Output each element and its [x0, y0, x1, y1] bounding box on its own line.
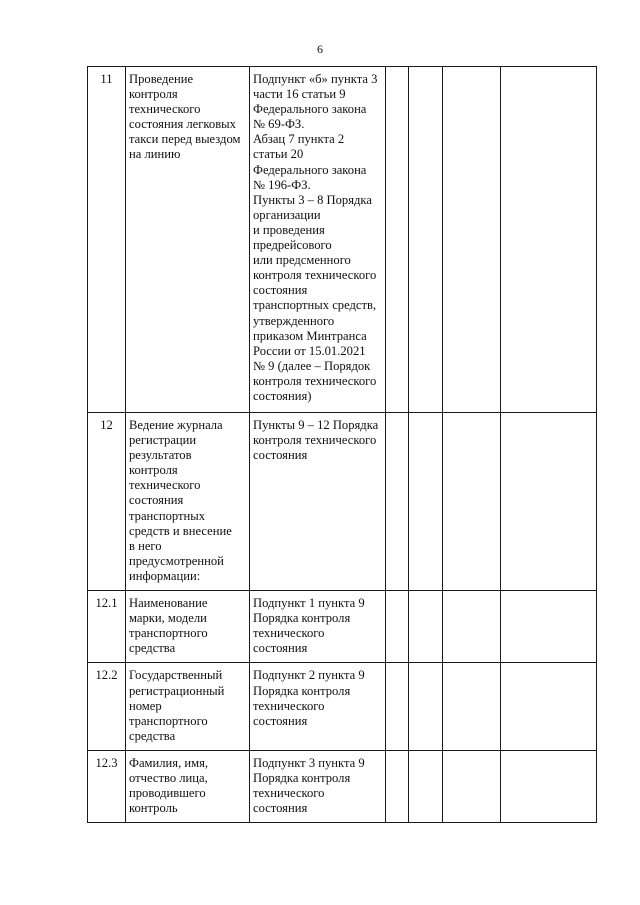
- answer-no-cell: [409, 663, 443, 750]
- legal-reference-cell: Подпункт «б» пункта 3 части 16 статьи 9 Федерального закона № 69-ФЗ. Абзац 7 пункта 2 статьи 20 Федерального закона № 196-ФЗ. Пункты 3 – 8 Порядка организации и проведения предрейсового или предсменного контроля технического состояния транспортных средств, утвержденного приказом Минтранса России от 15.01.2021 № 9 (далее – Порядок контроля технического состояния): [250, 67, 386, 413]
- requirement-cell: Государственный регистрационный номер транспортного средства: [126, 663, 250, 750]
- table-row: [88, 663, 597, 750]
- note-cell: [501, 413, 597, 591]
- note-cell: [501, 591, 597, 663]
- table-row: [88, 413, 597, 591]
- answer-yes-cell: [386, 591, 409, 663]
- legal-reference-cell: Подпункт 3 пункта 9 Порядка контроля технического состояния: [250, 750, 386, 822]
- note-cell: [501, 663, 597, 750]
- note-cell: [501, 750, 597, 822]
- requirement-cell: Проведение контроля технического состояния легковых такси перед выездом на линию: [126, 67, 250, 413]
- legal-reference-cell: Подпункт 2 пункта 9 Порядка контроля технического состояния: [250, 663, 386, 750]
- answer-yes-cell: [386, 413, 409, 591]
- row-number: 12.1: [88, 591, 126, 663]
- row-number: 12.2: [88, 663, 126, 750]
- requirement-cell: Фамилия, имя, отчество лица, проводившего контроль: [126, 750, 250, 822]
- answer-no-cell: [409, 413, 443, 591]
- legal-reference-cell: Пункты 9 – 12 Порядка контроля технического состояния: [250, 413, 386, 591]
- answer-yes-cell: [386, 663, 409, 750]
- answer-na-cell: [443, 413, 501, 591]
- answer-na-cell: [443, 591, 501, 663]
- answer-na-cell: [443, 750, 501, 822]
- row-number: 12: [88, 413, 126, 591]
- answer-yes-cell: [386, 750, 409, 822]
- answer-no-cell: [409, 750, 443, 822]
- row-number: 11: [88, 67, 126, 413]
- legal-reference-cell: Подпункт 1 пункта 9 Порядка контроля технического состояния: [250, 591, 386, 663]
- checklist-table: [87, 66, 597, 823]
- answer-no-cell: [409, 591, 443, 663]
- row-number: 12.3: [88, 750, 126, 822]
- requirement-cell: Наименование марки, модели транспортного средства: [126, 591, 250, 663]
- note-cell: [501, 67, 597, 413]
- table-row: [88, 750, 597, 822]
- answer-na-cell: [443, 67, 501, 413]
- requirement-cell: Ведение журнала регистрации результатов контроля технического состояния транспортных средств и внесение в него предусмотренной информации:: [126, 413, 250, 591]
- table-row: [88, 67, 597, 413]
- answer-yes-cell: [386, 67, 409, 413]
- table-row: [88, 591, 597, 663]
- answer-no-cell: [409, 67, 443, 413]
- page-number: 6: [317, 42, 323, 56]
- answer-na-cell: [443, 663, 501, 750]
